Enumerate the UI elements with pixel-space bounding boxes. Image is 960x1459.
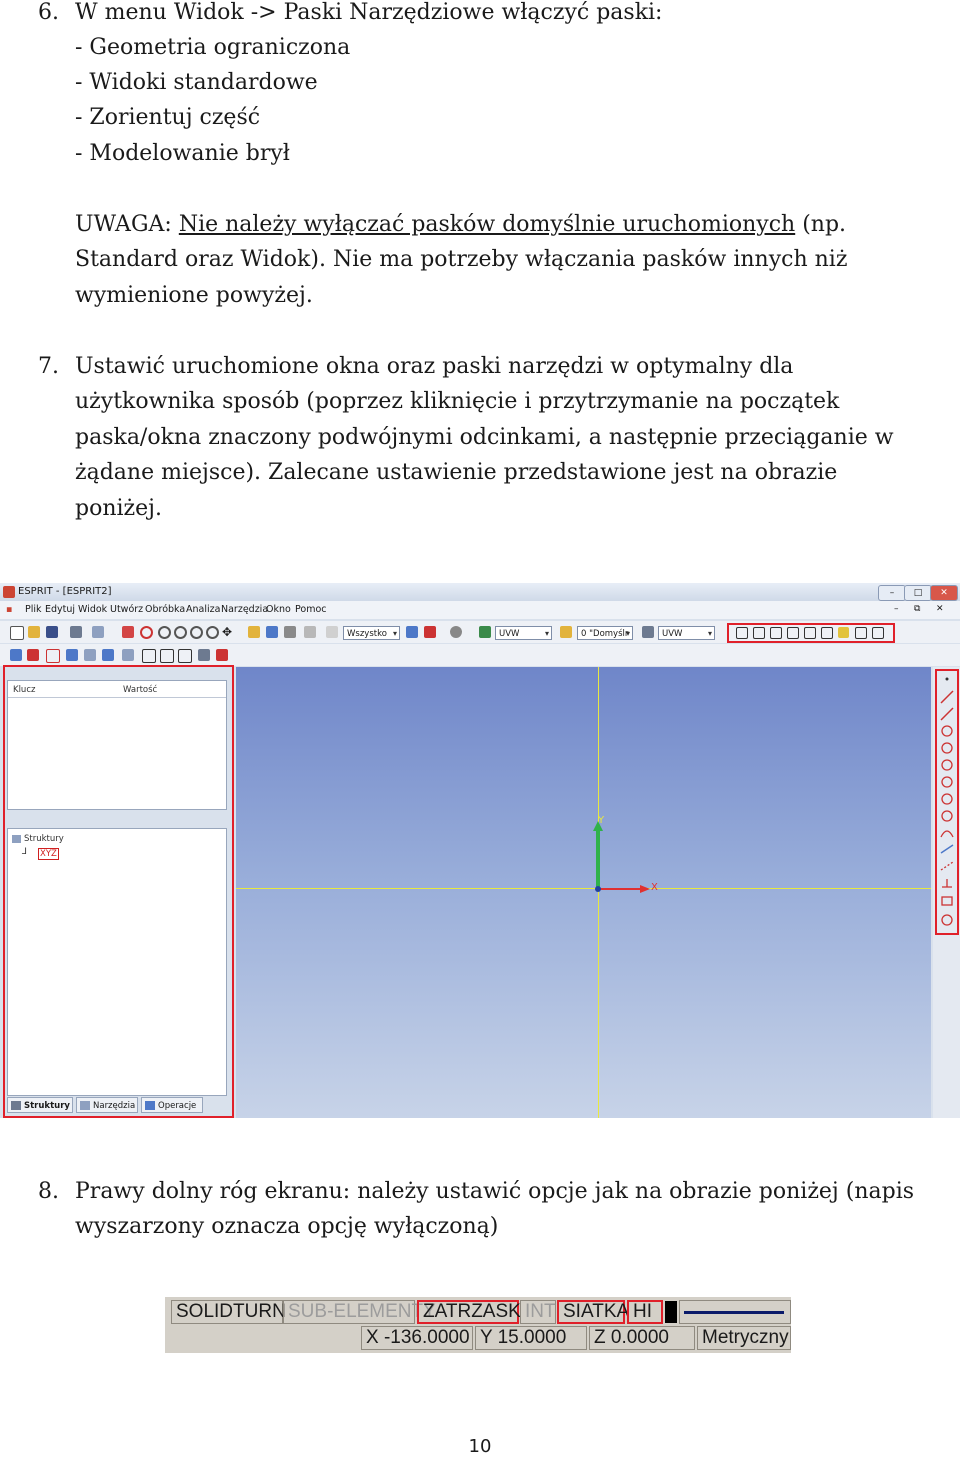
status-int[interactable]: INT [520,1300,556,1324]
wire-icon[interactable] [266,626,278,638]
render-icon[interactable] [304,626,316,638]
axis-triad [576,817,676,907]
feature-10-icon[interactable] [178,649,192,663]
properties-key-header: Klucz [13,685,36,695]
view-front-icon[interactable] [736,627,748,639]
new-icon[interactable] [10,626,24,640]
feature-8-icon[interactable] [142,649,156,663]
section-7-number: 7. [38,354,59,379]
shade-icon[interactable] [248,626,260,638]
status-zatrzask[interactable]: ZATRZASK [417,1300,519,1324]
status-siatka[interactable]: SIATKA [557,1300,625,1324]
print-icon[interactable] [70,626,82,638]
esprit-screenshot [0,583,960,1118]
workplane-select[interactable]: UVW ▾ [495,626,552,640]
x-axis-arrow [640,885,650,893]
view-dimetric-icon[interactable] [855,627,867,639]
hidden-icon[interactable] [284,626,296,638]
mdi-close-icon[interactable]: ✕ [936,604,944,614]
menu-narzedzia[interactable]: Narzędzia [221,604,269,615]
status-bar [165,1297,791,1353]
view-grid-icon[interactable] [872,627,884,639]
graphics-viewport[interactable] [236,667,931,1118]
tab-struktury-label: Struktury [24,1101,70,1111]
ucs-icon[interactable] [642,626,654,638]
tab-operacje[interactable] [141,1097,203,1113]
menu-bar [0,601,960,619]
circle-6-icon[interactable] [942,811,952,821]
project-tree-panel [7,828,227,1096]
section-7-line: Ustawić uruchomione okna oraz paski narzędzi w optymalny dla [75,354,794,379]
minimize-button[interactable]: – [878,585,906,601]
menu-obrobka[interactable]: Obróbka [145,604,186,615]
save-icon[interactable] [46,626,58,638]
coord-y: Y 15.0000 [475,1326,587,1350]
feature-4-icon[interactable] [66,649,78,661]
feature-6-icon[interactable] [102,649,114,661]
layer-select[interactable]: 0 "Domyślr ▾ [577,626,633,640]
circle-7-icon[interactable] [942,915,952,925]
feature-11-icon[interactable] [198,649,210,661]
note-line-3: wymienione powyżej. [75,283,313,308]
section-8-line-1: Prawy dolny róg ekranu: należy ustawić opcje jak na obrazie poniżej (napis [75,1179,915,1204]
y-axis-label: Y [598,815,605,826]
feature-5-icon[interactable] [84,649,96,661]
axis-node-icon: ⅃ [22,847,28,857]
title-bar [0,583,960,601]
circle-2-icon[interactable] [942,743,952,753]
status-sub-elementy[interactable]: SUB-ELEMENTY [283,1300,415,1324]
note-line-1 [75,207,846,242]
feature-1-icon[interactable] [10,649,22,661]
feature-3-icon[interactable] [46,649,60,663]
zoom-icon[interactable] [140,626,153,639]
note-prefix: UWAGA: [75,212,179,237]
toolbar-item-1: - Geometria ograniczona [75,35,351,60]
view-top-icon[interactable] [804,627,816,639]
status-units[interactable]: Metryczny [697,1326,791,1350]
properties-value-header: Wartość [123,685,158,695]
circle-3-icon[interactable] [942,760,952,770]
menu-edytuj[interactable]: Edytuj [45,604,76,615]
zoom-in-icon[interactable] [158,626,171,639]
line-1-icon[interactable] [941,691,953,703]
tab-operacje-label: Operacje [158,1101,197,1111]
standard-toolbar [0,621,960,643]
menu-pomoc[interactable]: Pomoc [295,604,327,615]
section-6-heading: W menu Widok -> Paski Narzędziowe włączyć paski: [75,0,663,25]
section-8-number: 8. [38,1179,59,1204]
view-bottom-icon[interactable] [821,627,833,639]
zoom-out-icon[interactable] [174,626,187,639]
struktury-icon [11,1101,21,1110]
ucs-select[interactable]: UVW ▾ [658,626,715,640]
select-icon[interactable] [122,626,134,638]
doc-icon: ▪ [6,604,13,615]
circle-4-icon[interactable] [942,777,952,787]
view-iso-icon[interactable] [838,627,849,638]
view-left-icon[interactable] [770,627,782,639]
toolbar-item-2: - Widoki standardowe [75,70,318,95]
maximize-button[interactable]: □ [904,585,932,601]
stop-icon[interactable] [450,626,462,638]
circle-1-icon[interactable] [942,726,952,736]
line-4-icon[interactable] [941,862,953,870]
close-button[interactable]: ✕ [930,585,958,601]
layer-icon[interactable] [406,626,418,638]
coord-z: Z 0.0000 [589,1326,695,1350]
status-solidturn[interactable]: SOLIDTURN [171,1300,283,1324]
tab-narzedzia[interactable] [76,1097,138,1113]
app-icon [3,586,15,598]
note-underlined: Nie należy wyłączać pasków domyślnie uruchomionych [178,212,796,237]
origin-dot [595,886,601,892]
section-7-line: paska/okna znaczony podwójnymi odcinkami, a następnie przeciąganie w [75,425,894,450]
section-6-number: 6. [38,0,59,25]
menu-plik[interactable]: Plik [25,604,42,615]
page-number: 10 [468,1436,492,1457]
feature-2-icon[interactable] [27,649,39,661]
folder-icon [12,835,21,843]
feature-12-icon[interactable] [216,649,228,661]
color-icon[interactable] [424,626,436,638]
menu-okno[interactable]: Okno [266,604,291,615]
arc-icon[interactable] [941,831,953,837]
narzedzia-icon [80,1101,90,1110]
point-icon[interactable] [946,678,949,681]
feature-9-icon[interactable] [160,649,174,663]
toolbar-item-4: - Modelowanie brył [75,141,290,166]
open-icon[interactable] [28,626,40,638]
toolbar-item-3: - Zorientuj część [75,105,261,130]
copy-icon[interactable] [92,626,104,638]
line-style-box[interactable] [679,1300,791,1324]
tree-root[interactable]: Struktury [24,834,64,844]
pan-icon[interactable]: ✥ [222,625,233,639]
constrained-geometry-toolbar[interactable] [938,675,956,931]
section-7-line: użytkownika sposób (poprzez kliknięcie i przytrzymanie na początek [75,389,840,414]
mdi-restore-icon[interactable]: ⧉ [914,604,921,614]
line-style-icon [684,1311,784,1314]
note-line-1-rest: (np. [795,212,847,237]
mdi-minimize-icon[interactable]: – [894,604,899,614]
x-axis-label: X [651,882,658,893]
menu-utworz[interactable]: Utwórz [110,604,144,615]
properties-panel [7,680,227,810]
layers-icon[interactable] [560,626,572,638]
section-7-line: poniżej. [75,496,162,521]
perpendicular-icon[interactable] [942,879,952,887]
feature-7-icon[interactable] [122,649,134,661]
rotate-icon[interactable] [206,626,219,639]
status-hi[interactable]: HI [627,1300,663,1324]
view-right-icon[interactable] [787,627,799,639]
circle-5-icon[interactable] [942,794,952,804]
filter-select[interactable]: Wszystko ▾ [343,626,400,640]
section-8-line-2: wyszarzony oznacza opcję wyłączoną) [75,1214,499,1239]
coord-x: X -136.0000 [361,1326,473,1350]
properties-divider [8,697,226,698]
window-title: ESPRIT - [ESPRIT2] [18,586,112,597]
operacje-icon [145,1101,155,1110]
tab-struktury[interactable] [7,1097,73,1113]
rectangle-icon[interactable] [942,897,952,905]
line-2-icon[interactable] [941,708,953,720]
tree-child-xyz[interactable]: XYZ [40,849,57,859]
view-back-icon[interactable] [753,627,765,639]
color-swatch[interactable] [665,1301,677,1323]
line-3-icon[interactable] [941,845,953,853]
section-7-line: żądane miejsce). Zalecane ustawienie przedstawione jest na obrazie [75,460,838,485]
note-line-2: Standard oraz Widok). Nie ma potrzeby włączania pasków innych niż [75,247,848,272]
zoom-fit-icon[interactable] [190,626,203,639]
menu-analiza[interactable]: Analiza [186,604,221,615]
tab-narzedzia-label: Narzędzia [93,1101,136,1111]
workplane-icon[interactable] [479,626,491,638]
filter-icon[interactable] [326,626,338,638]
feature-toolbar [0,644,960,666]
menu-widok[interactable]: Widok [78,604,108,615]
